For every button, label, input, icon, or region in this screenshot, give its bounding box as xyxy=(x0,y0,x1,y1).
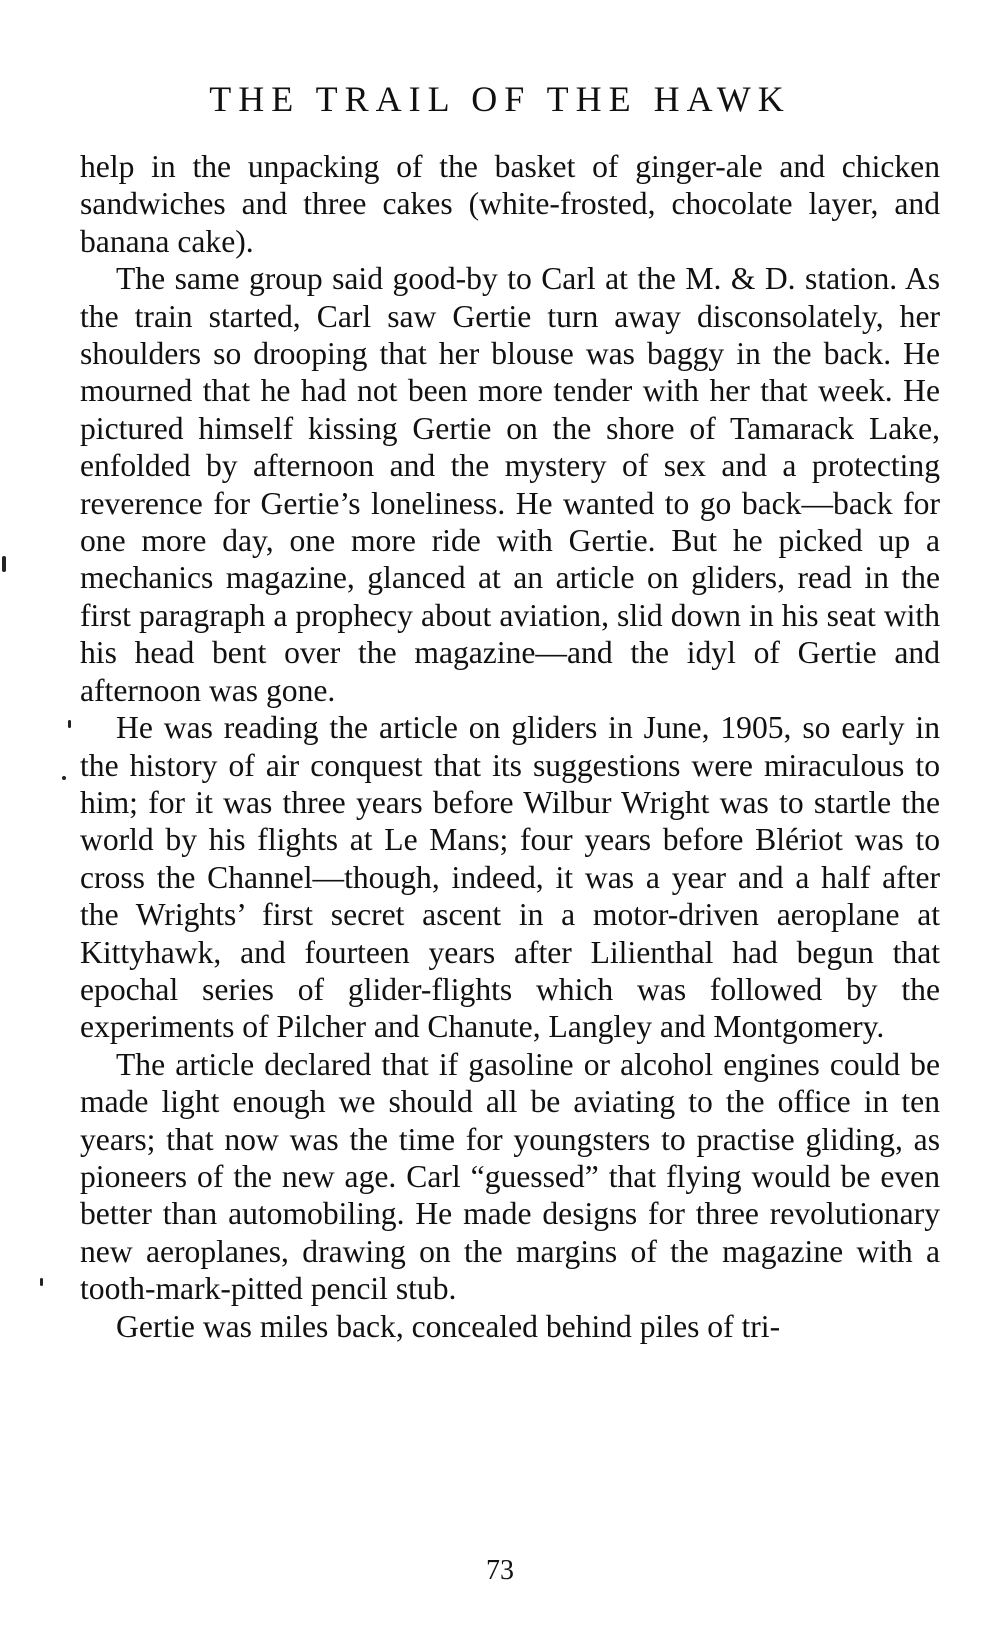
paragraph: The same group said good-by to Carl at the M. & D. station. As the train started, Carl saw Gertie turn away disconsolately, her shoulders so drooping that her blouse was baggy in the back. He mourned that he had not been more tender with her that week. He pictured himself kissing Gertie on the shore of Tamarack Lake, enfolded by afternoon and the mystery of sex and a protecting reverence for Gertie’s loneliness. He wanted to go back—back for one more day, one more ride with Gertie. But he picked up a mechanics magazine, glanced at an article on gliders, read in the first paragraph a prophecy about aviation, slid down in his seat with his head bent over the magazine—and the idyl of Gertie and afternoon was gone. xyxy=(80,261,940,708)
margin-mark xyxy=(62,776,66,780)
paragraph: The article declared that if gasoline or alcohol engines could be made light enough we should all be aviating to the office in ten years; that now was the time for youngsters to practise gliding, as pioneers of the new age. Carl “guessed” that flying would be even better than automobiling. He made designs for three revolutionary new aeroplanes, drawing on the margins of the magazine with a tooth-mark-pitted pencil stub. xyxy=(80,1046,940,1307)
paragraph: He was reading the article on gliders in June, 1905, so early in the history of air conquest that its suggestions were miraculous to him; for it was three years before Wilbur Wright was to startle the world by his flights at Le Mans; four years before Blériot was to cross the Channel—though, indeed, it was a year and a half after the Wrights’ first secret ascent in a motor-driven aeroplane at Kittyhawk, and fourteen years after Lilienthal had begun that epochal series of glider-flights which was followed by the experiments of Pilcher and Chanute, Langley and Montgomery. xyxy=(80,710,940,1045)
margin-mark xyxy=(68,720,71,728)
body-text xyxy=(80,148,940,1345)
margin-mark xyxy=(40,1278,43,1286)
running-head: THE TRAIL OF THE HAWK xyxy=(209,79,791,119)
paragraph: help in the unpacking of the basket of ginger-ale and chicken sandwiches and three cakes (white-frosted, chocolate layer, and banana cake). xyxy=(80,149,940,259)
margin-mark xyxy=(2,556,6,572)
page-number: 73 xyxy=(486,1555,514,1586)
paragraph: Gertie was miles back, concealed behind piles of tri- xyxy=(116,1308,781,1344)
